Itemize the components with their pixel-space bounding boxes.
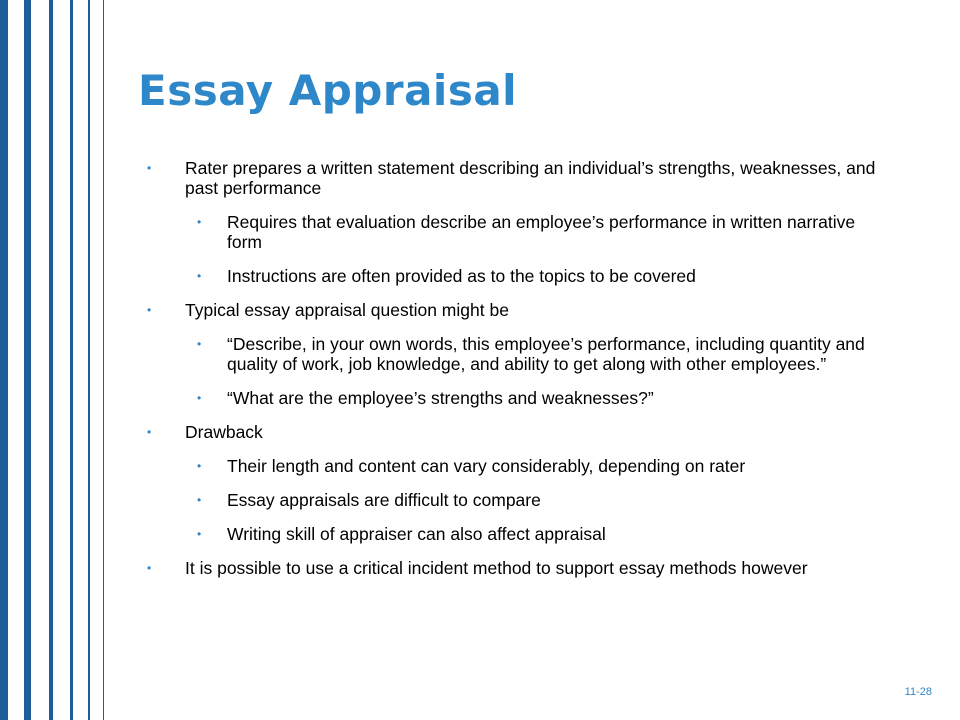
bullet-item [145,422,885,442]
decorative-stripe [103,0,104,720]
bullet-icon: • [197,269,202,283]
bullet-text: “Describe, in your own words, this employee’s performance, including quantity and quality of work, job knowledge, and ability to get along with other employees.” [227,334,865,374]
bullet-icon: • [147,161,152,175]
bullet-text: It is possible to use a critical incident method to support essay methods however [185,558,808,578]
bullet-icon: • [197,493,202,507]
sub-bullet-item [145,266,885,286]
decorative-stripe [0,0,8,720]
page-number: 11-28 [904,686,932,698]
bullet-icon: • [147,425,152,439]
slide-title: Essay Appraisal [138,66,518,115]
bullet-text: Writing skill of appraiser can also affect appraisal [227,524,606,544]
sub-bullet-item [145,456,885,476]
sub-bullet-item [145,388,885,408]
bullet-item [145,300,885,320]
sub-bullet-item [145,334,885,374]
decorative-stripe [70,0,73,720]
sub-bullet-item [145,212,885,252]
bullet-icon: • [147,561,152,575]
bullet-list [145,158,885,592]
bullet-icon: • [147,303,152,317]
bullet-text: “What are the employee’s strengths and weaknesses?” [227,388,654,408]
decorative-stripe [24,0,31,720]
bullet-text: Requires that evaluation describe an employee’s performance in written narrative form [227,212,856,252]
bullet-text: Their length and content can vary considerably, depending on rater [227,456,746,476]
sub-bullet-item [145,490,885,510]
sub-bullet-item [145,524,885,544]
bullet-icon: • [197,391,202,405]
bullet-text: Typical essay appraisal question might be [185,300,509,320]
bullet-item [145,558,885,578]
bullet-icon: • [197,527,202,541]
bullet-icon: • [197,337,202,351]
bullet-icon: • [197,215,202,229]
bullet-text: Instructions are often provided as to the topics to be covered [227,266,696,286]
decorative-stripe [49,0,53,720]
bullet-item [145,158,885,198]
bullet-text: Essay appraisals are difficult to compare [227,490,541,510]
bullet-icon: • [197,459,202,473]
bullet-text: Drawback [185,422,263,442]
bullet-text: Rater prepares a written statement describing an individual’s strengths, weaknesses, and past performance [185,158,876,198]
decorative-stripe [88,0,90,720]
